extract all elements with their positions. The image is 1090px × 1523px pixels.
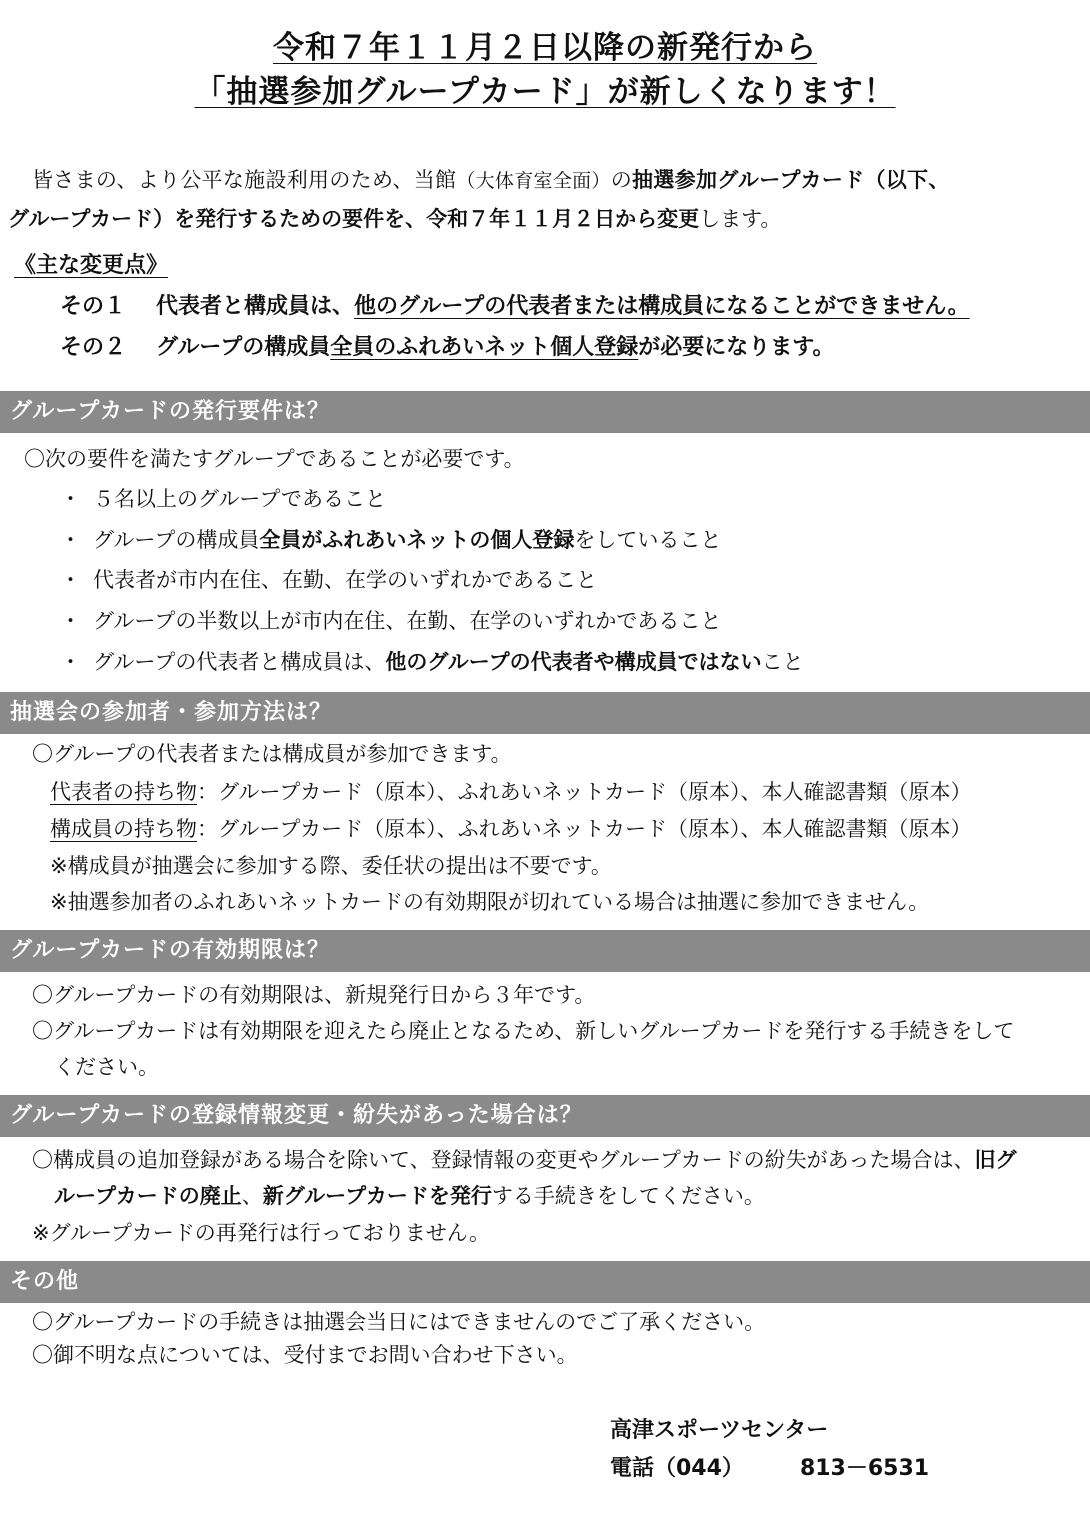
intro-text: の [610,168,633,192]
requirement-text: グループの半数以上が市内在住、在勤、在学のいずれかであること [93,609,722,633]
change-2-text: グループの構成員 [156,335,331,360]
change-item-1 [60,289,970,320]
rep-items-label: 代表者の持ち物 [50,780,197,804]
changes-emphasis: ループカードの廃止 [54,1184,242,1208]
intro-line-1 [32,168,950,193]
bullet: ・ [60,609,81,633]
requirement-emphasis: 全員がふれあいネットの個人登録 [259,528,575,552]
changes-line-1 [32,1148,1016,1173]
changes-note: ※グループカードの再発行は行っておりません。 [32,1221,490,1245]
requirement-item [60,528,721,553]
validity-line-2: 〇グループカードは有効期限を迎えたら廃止となるため、新しいグループカードを発行する手続きをして [32,1019,1015,1043]
intro-text: します。 [699,207,782,231]
intro-change-date: グループカード）を発行するための要件を、令和７年１１月２日から変更 [8,207,700,231]
change-2-label: その２ [60,335,127,360]
changes-text: 〇構成員の追加登録がある場合を除いて、登録情報の変更やグループカードの紛失があった場合は、 [32,1148,975,1172]
requirements-lead: 〇次の要件を満たすグループであることが必要です。 [24,447,525,471]
section-heading-requirements: グループカードの発行要件は？ [0,391,1090,433]
rep-items [50,780,971,805]
title-line-1: 令和７年１１月２日以降の新発行から [273,30,817,66]
change-1-emphasis: 他のグループの代表者または構成員になることができません。 [354,294,970,319]
rep-items-list: ：グループカード（原本）、ふれあいネットカード（原本）、本人確認書類（原本） [197,780,972,804]
change-1-text: 代表者と構成員は、 [156,294,355,319]
changes-text: 、 [241,1184,263,1208]
other-line-2: 〇御不明な点については、受付までお問い合わせ下さい。 [32,1343,578,1367]
change-2-emphasis: 全員のふれあいネット個人登録 [330,335,639,360]
bullet: ・ [60,528,81,552]
changes-line-2 [54,1184,765,1209]
section-heading-changes: グループカードの登録情報変更・紛失があった場合は？ [0,1095,1090,1137]
member-items-label: 構成員の持ち物 [50,817,197,841]
validity-line-1: 〇グループカードの有効期限は、新規発行日から３年です。 [32,983,596,1007]
changes-heading: 《主な変更点》 [14,253,169,278]
requirement-text: ５名以上のグループであること [93,487,386,511]
requirement-text: グループの構成員 [93,528,260,552]
footer-phone [610,1451,929,1482]
changes-text: する手続きをしてください。 [491,1184,765,1208]
validity-line-3: ください。 [54,1055,159,1079]
requirement-item [60,650,804,675]
bullet: ・ [60,487,81,511]
change-2-text-end: が必要になります。 [638,335,835,360]
participants-note-1: ※構成員が抽選会に参加する際、委任状の提出は不要です。 [50,854,612,878]
intro-line-2 [8,207,781,232]
footer-org: 高津スポーツセンター [610,1418,829,1443]
member-items [50,817,971,842]
requirement-emphasis: 他のグループの代表者や構成員ではない [385,650,762,674]
intro-card-name: 抽選参加グループカード（以下、 [632,168,950,192]
changes-emphasis: 旧グ [974,1148,1017,1172]
bullet: ・ [60,568,81,592]
requirement-text: グループの代表者と構成員は、 [93,650,386,674]
member-items-list: ：グループカード（原本）、ふれあいネットカード（原本）、本人確認書類（原本） [197,817,972,841]
footer-phone-label: 電話（044） [610,1456,744,1481]
section-heading-validity: グループカードの有効期限は？ [0,930,1090,972]
participants-note-2: ※抽選参加者のふれあいネットカードの有効期限が切れている場合は抽選に参加できません。 [50,890,930,914]
requirement-item [60,487,386,512]
section-heading-other: その他 [0,1261,1090,1303]
participants-lead: 〇グループの代表者または構成員が参加できます。 [32,742,512,766]
intro-venue: （大体育室全面） [456,170,611,192]
intro-text: 皆さまの、より公平な施設利用のため、当館 [32,168,457,192]
requirement-text: をしていること [574,528,722,552]
section-heading-participants: 抽選会の参加者・参加方法は？ [0,692,1090,734]
title-line-2: 「抽選参加グループカード」が新しくなります！ [194,74,896,110]
footer-phone-number: 813－6531 [799,1456,930,1481]
bullet: ・ [60,650,81,674]
change-1-label: その１ [60,294,127,319]
other-line-1: 〇グループカードの手続きは抽選会当日にはできませんのでご了承ください。 [32,1310,766,1334]
changes-emphasis: 新グループカードを発行 [262,1184,492,1208]
requirement-text: こと [761,650,804,674]
requirement-item [60,609,721,634]
change-item-2 [60,330,835,361]
requirement-item [60,568,597,593]
requirement-text: 代表者が市内在住、在勤、在学のいずれかであること [93,568,597,592]
